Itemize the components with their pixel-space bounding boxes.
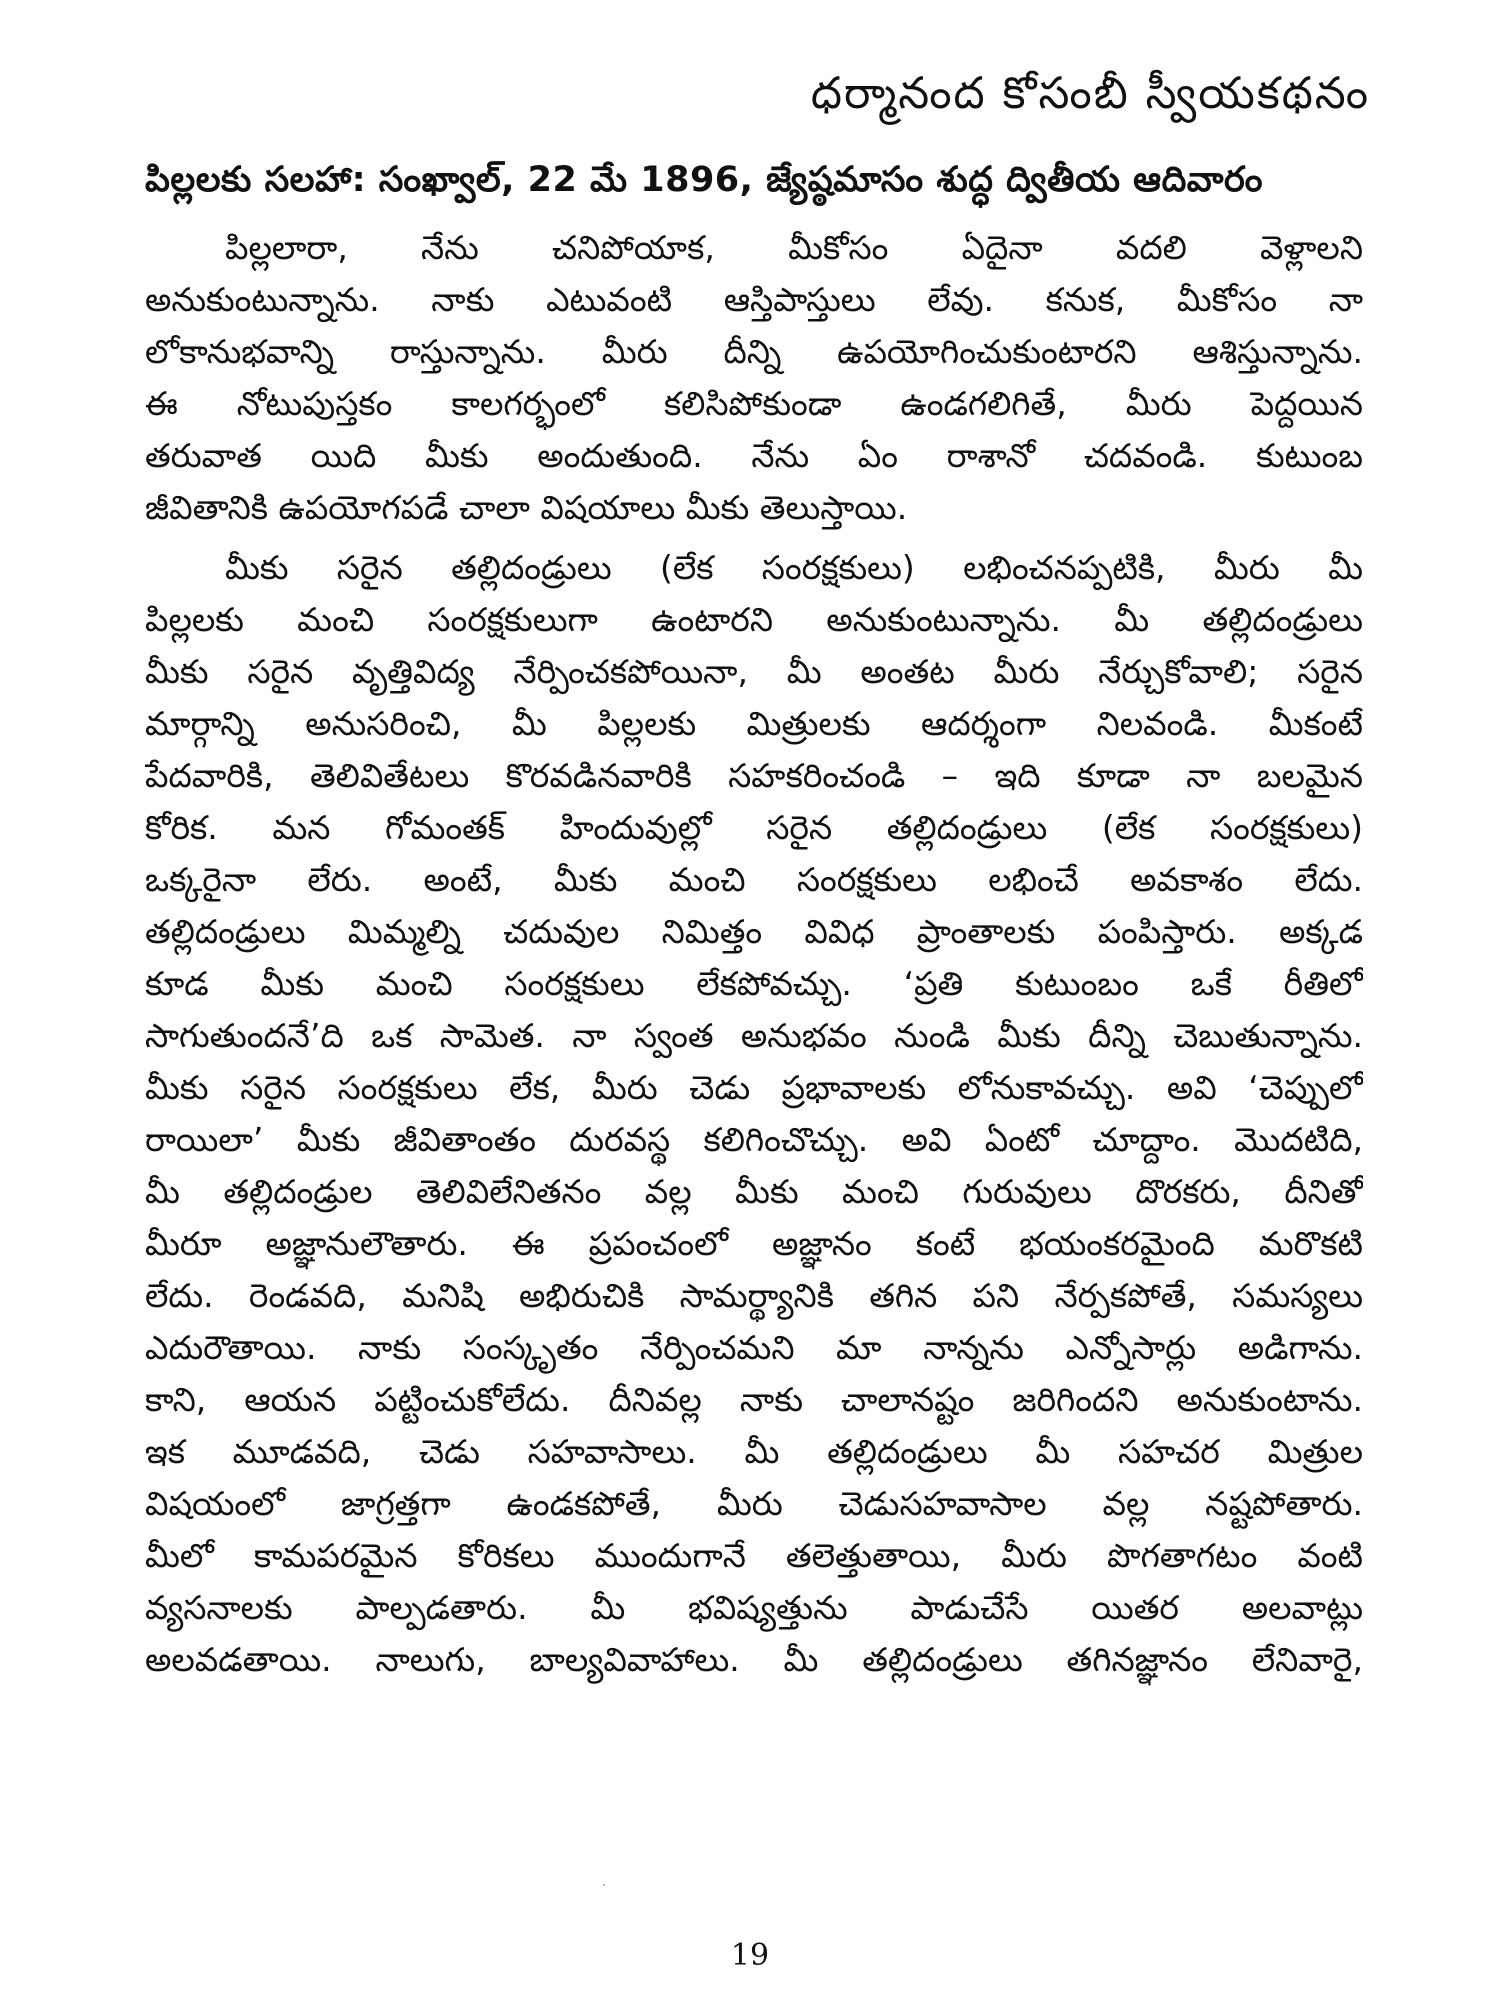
text-line: కూడ మీకు మంచి సంరక్షకులు లేకపోవచ్చు. ‘ప్రతి కుటుంబం ఒకే రీతిలో <box>145 964 1363 1003</box>
text-line: వ్యసనాలకు పాల్పడతారు. మీ భవిష్యత్తును పాడుచేసే యితర అలవాట్లు <box>145 1588 1363 1627</box>
text-line: మీలో కామపరమైన కోరికలు ముందుగానే తలెత్తుతాయి, మీరు పొగతాగటం వంటి <box>145 1536 1363 1575</box>
scan-speck <box>603 1884 605 1886</box>
text-line: మీకు సరైన సంరక్షకులు లేక, మీరు చెడు ప్రభావాలకు లోనుకావచ్చు. అవి ‘చెప్పులో <box>145 1068 1363 1107</box>
text-line: తరువాత యిది మీకు అందుతుంది. నేను ఏం రాశానో చదవండి. కుటుంబ <box>145 436 1363 475</box>
paragraph-2 <box>145 542 1363 1686</box>
text-line: ఒక్కరైనా లేరు. అంటే, మీకు మంచి సంరక్షకులు లభించే అవకాశం లేదు. <box>145 860 1363 899</box>
text-line: అలవడతాయి. నాలుగు, బాల్యవివాహాలు. మీ తల్లిదండ్రులు తగినజ్ఞానం లేనివారై, <box>145 1640 1363 1679</box>
paragraph-1 <box>145 222 1363 534</box>
text-line: విషయంలో జాగ్రత్తగా ఉండకపోతే, మీరు చెడుసహవాసాల వల్ల నష్టపోతారు. <box>145 1484 1363 1523</box>
text-line: రాయిలా’ మీకు జీవితాంతం దురవస్థ కలిగించొచ్చు. అవి ఏంటో చూద్దాం. మొదటిది, <box>145 1120 1363 1159</box>
text-line: మీకు సరైన తల్లిదండ్రులు (లేక సంరక్షకులు) లభించనప్పటికి, మీరు మీ <box>225 548 1363 587</box>
text-line: మీకు సరైన వృత్తివిద్య నేర్పించకపోయినా, మీ అంతట మీరు నేర్చుకోవాలి; సరైన <box>145 652 1363 691</box>
text-line: జీవితానికి ఉపయోగపడే చాలా విషయాలు మీకు తెలుస్తాయి. <box>145 488 908 527</box>
text-line: మీ తల్లిదండ్రుల తెలివిలేనితనం వల్ల మీకు మంచి గురువులు దొరకరు, దీనితో <box>145 1172 1363 1211</box>
text-line: ఎదురౌతాయి. నాకు సంస్కృతం నేర్పించమని మా నాన్నను ఎన్నోసార్లు అడిగాను. <box>145 1328 1363 1367</box>
text-line: తల్లిదండ్రులు మిమ్మల్ని చదువుల నిమిత్తం వివిధ ప్రాంతాలకు పంపిస్తారు. అక్కడ <box>145 912 1363 951</box>
text-line: పిల్లలారా, నేను చనిపోయాక, మీకోసం ఏదైనా వదలి వెళ్లాలని <box>225 228 1363 267</box>
text-line: ఇక మూడవది, చెడు సహవాసాలు. మీ తల్లిదండ్రులు మీ సహచర మిత్రుల <box>145 1432 1363 1471</box>
text-line: పేదవారికి, తెలివితేటలు కొరవడినవారికి సహకరించండి – ఇది కూడా నా బలమైన <box>145 756 1363 795</box>
body-text <box>145 222 1363 1694</box>
text-line: అనుకుంటున్నాను. నాకు ఎటువంటి ఆస్తిపాస్తులు లేవు. కనుక, మీకోసం నా <box>145 280 1363 319</box>
text-line: సాగుతుందనే’ది ఒక సామెత. నా స్వంత అనుభవం నుండి మీకు దీన్ని చెబుతున్నాను. <box>145 1016 1363 1055</box>
text-line: ఈ నోటుపుస్తకం కాలగర్భంలో కలిసిపోకుండా ఉండగలిగితే, మీరు పెద్దయిన <box>145 384 1363 423</box>
running-header: ధర్మానంద కోసంబీ స్వీయకథనం <box>810 68 1370 119</box>
page-number: 19 <box>730 1938 770 1973</box>
text-line: పిల్లలకు మంచి సంరక్షకులుగా ఉంటారని అనుకుంటున్నాను. మీ తల్లిదండ్రులు <box>145 600 1363 639</box>
section-heading: పిల్లలకు సలహా: సంఖ్వాల్, 22 మే 1896, జ్యేష్ఠమాసం శుద్ధ ద్వితీయ ఆదివారం <box>145 160 1263 200</box>
text-line: మార్గాన్ని అనుసరించి, మీ పిల్లలకు మిత్రులకు ఆదర్శంగా నిలవండి. మీకంటే <box>145 704 1363 743</box>
text-line: లోకానుభవాన్ని రాస్తున్నాను. మీరు దీన్ని ఉపయోగించుకుంటారని ఆశిస్తున్నాను. <box>145 332 1363 371</box>
text-line: కోరిక. మన గోమంతక్ హిందువుల్లో సరైన తల్లిదండ్రులు (లేక సంరక్షకులు) <box>145 808 1363 847</box>
text-line: కాని, ఆయన పట్టించుకోలేదు. దీనివల్ల నాకు చాలానష్టం జరిగిందని అనుకుంటాను. <box>145 1380 1363 1419</box>
text-line: లేదు. రెండవది, మనిషి అభిరుచికి సామర్థ్యానికి తగిన పని నేర్పకపోతే, సమస్యలు <box>145 1276 1363 1315</box>
text-line: మీరూ అజ్ఞానులౌతారు. ఈ ప్రపంచంలో అజ్ఞానం కంటే భయంకరమైంది మరొకటి <box>145 1224 1363 1263</box>
